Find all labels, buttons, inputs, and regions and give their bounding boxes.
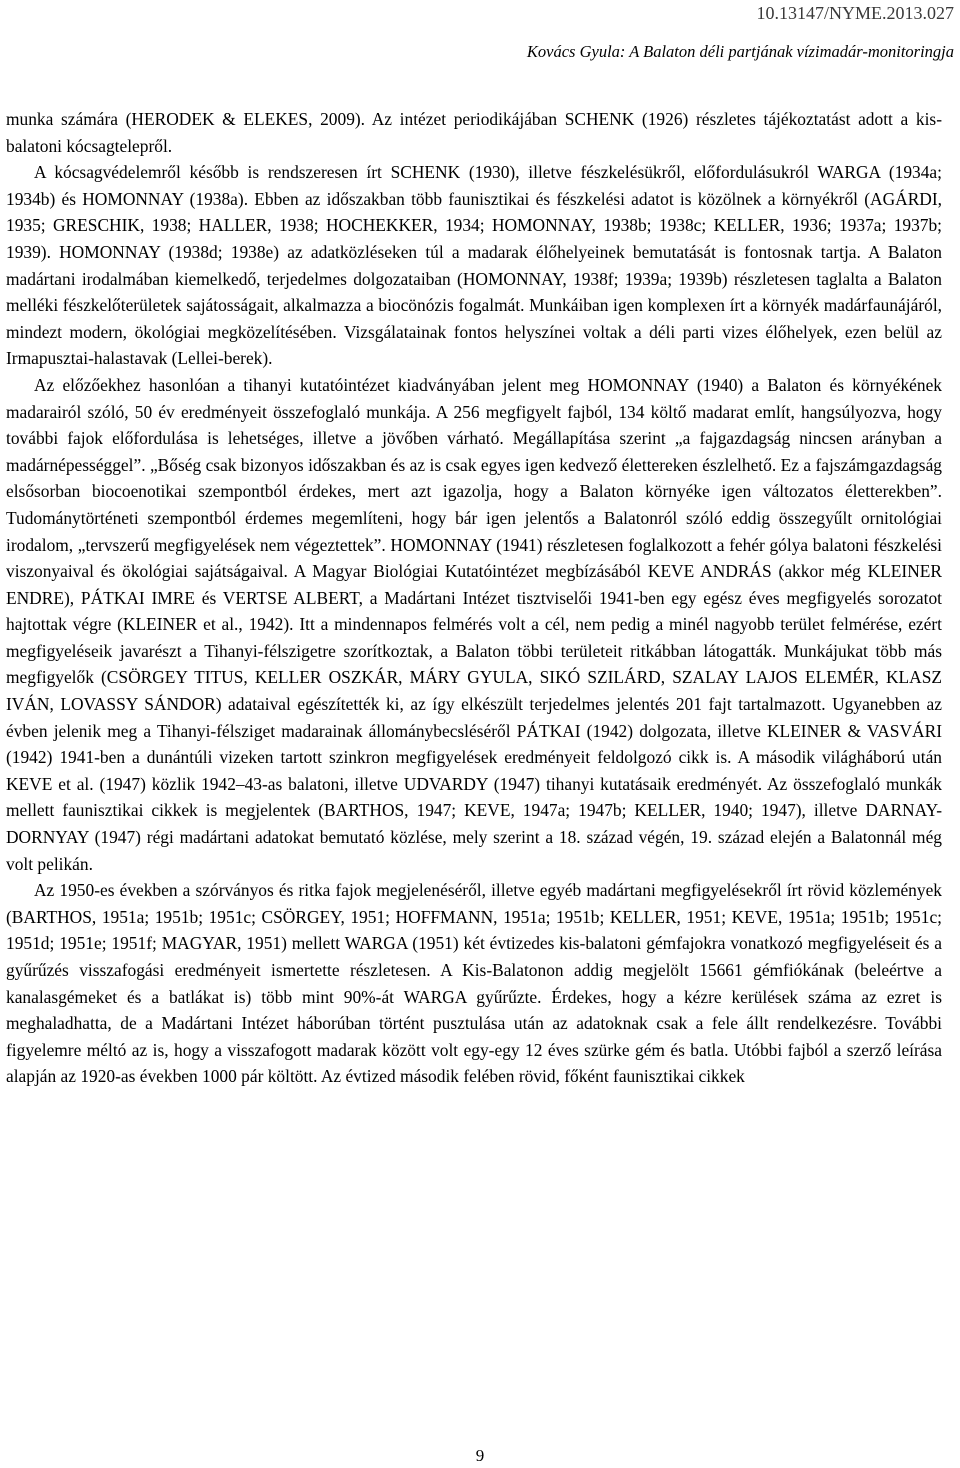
paragraph: Az 1950-es években a szórványos és ritka fajok megjelenéséről, illetve egyéb madártani megfigyelésekről írt rövid közlemények (BARTHOS, 1951a; 1951b; 1951c; CSÖRGEY, 1951; HOFFMANN, 1951a; 1951b; KELLER, 1951; KEVE, 1951a; 1951b; 1951c; 1951d; 1951e; 1951f; MAGYAR, 1951) mellett WARGA (1951) két évtizedes kis-balatoni gémfajokra vonatkozó megfigyeléseit és a gyűrűzés visszafogási eredményeit ismertette részletesen. A Kis-Balatonon addig megjelölt 15661 gémfiókának (beleértve a kanalasgémeket és a batlákat is) több mint 90%-át WARGA gyűrűzte. Érdekes, hogy a kézre kerülések száma az ezret is meghaladhatta, de a Madártani Intézet háborúban történt pusztulása után az adatoknak csak a fele állt rendelkezésre. További figyelemre méltó az is, hogy a visszafogott madarak között volt egy-egy 12 éves szürke gém és batla. Utóbbi fajból a szerző leírása alapján az 1920-as években 1000 pár költött. Az évtized második felében rövid, főként faunisztikai cikkek bbox=[6, 880, 942, 1087]
paragraph: A kócsagvédelemről később is rendszeresen írt SCHENK (1930), illetve fészkelésükről, előfordulásukról WARGA (1934a; 1934b) és HOMONNAY (1938a). Ebben az időszakban több faunisztikai és fészkelési adatot is közölnek a környékről (AGÁRDI, 1935; GRESCHIK, 1938; HALLER, 1938; HOCHEKKER, 1934; HOMONNAY, 1938b; 1938c; KELLER, 1936; 1937a; 1937b; 1939). HOMONNAY (1938d; 1938e) az adatközléseken túl a madarak élőhelyeinek bemutatását is fontosnak tartja. A Balaton madártani irodalmában kiemelkedő, terjedelmes dolgozataiban (HOMONNAY, 1938f; 1939a; 1939b) részletesen taglalta a Balaton melléki fészkelőterületek sajátosságait, alkalmazza a biocönózis fogalmát. Munkáiban igen komplexen írt a környék madárfaunájáról, mindezt modern, ökológiai megközelítésében. Vizsgálatainak fontos helyszínei voltak a déli parti vizes élőhelyek, ezen belül az Irmapusztai-halastavak (Lellei-berek). bbox=[6, 162, 942, 369]
page-number: 9 bbox=[475, 1446, 485, 1465]
doi-header: 10.13147/NYME.2013.027 bbox=[756, 3, 954, 23]
paragraph: Az előzőekhez hasonlóan a tihanyi kutatóintézet kiadványában jelent meg HOMONNAY (1940) a Balaton és környékének madarairól szóló, 50 év eredményeit összefoglaló munkája. A 256 megfigyelt fajból, 134 költő madarat említ, hangsúlyozva, hogy további fajok előfordulása is lehetséges, illetve a jövőben várható. Megállapítása szerint „a fajgazdagság nincsen arányban a madárnépességgel”. „Bőség csak bizonyos időszakban és az is csak egyes igen kedvező élettereken észlelhető. Ez a fajszámgazdagság elsősorban biocoenotikai szempontból érdekes, mert azt igazolja, hogy a Balaton környéke igen változatos életterekben”. Tudománytörténeti szempontból érdemes megemlíteni, hogy bár igen jelentős a Balatonról szóló eddig összegyűlt ornitológiai irodalom, „tervszerű megfigyelések nem végeztettek”. HOMONNAY (1941) részletesen foglalkozott a fehér gólya balatoni fészkelési viszonyaival és ökológiai sajátságaival. A Magyar Biológiai Kutatóintézet megbízásából KEVE ANDRÁS (akkor még KLEINER ENDRE), PÁTKAI IMRE és VERTSE ALBERT, a Madártani Intézet tisztviselői 1941-ben egy egész éves megfigyelés sorozatot hajtottak végre (KLEINER et al., 1942). Itt a mindennapos felmérés volt a cél, nem pedig a minél nagyobb terület felmérése, ezért megfigyeléseik javarészt a Tihanyi-félszigetre szorítkoztak, a Balaton többi területeit ritkábban látogatták. Munkájukat több más megfigyelők (CSÖRGEY TITUS, KELLER OSZKÁR, MÁRY GYULA, SIKÓ SZILÁRD, SZALAY LAJOS ELEMÉR, KLASZ IVÁN, LOVASSY SÁNDOR) adataival egészítették ki, az így elkészült terjedelmes jelentés 201 fajt tartalmazott. Ugyanebben az évben jelenik meg a Tihanyi-félsziget madarainak állománybecsléséről PÁTKAI (1942) dolgozata, illetve KLEINER & VASVÁRI (1942) 1941-ben a dunántúli vizeken tartott szinkron megfigyelések eredményeit feldolgozó cikk is. A második világháború után KEVE et al. (1947) közlik 1942–43-as balatoni, illetve UDVARDY (1947) tihanyi kutatásaik eredményét. Az összefoglaló munkák mellett faunisztikai cikkek is megjelentek (BARTHOS, 1947; KEVE, 1947a; 1947b; KELLER, 1940; 1947), illetve DARNAY-DORNYAY (1947) régi madártani adatokat bemutató közlése, mely szerint a 18. század végén, 19. század elején a Balatonnál még volt pelikán. bbox=[6, 374, 942, 874]
paragraph-continued: munka számára (HERODEK & ELEKES, 2009). Az intézet periodikájában SCHENK (1926) részletes tájékoztatást adott a kis-balatoni kócsagtelepről. bbox=[6, 109, 942, 156]
body-text bbox=[6, 106, 942, 1090]
running-head: Kovács Gyula: A Balaton déli partjának vízimadár-monitoringja bbox=[526, 42, 954, 61]
